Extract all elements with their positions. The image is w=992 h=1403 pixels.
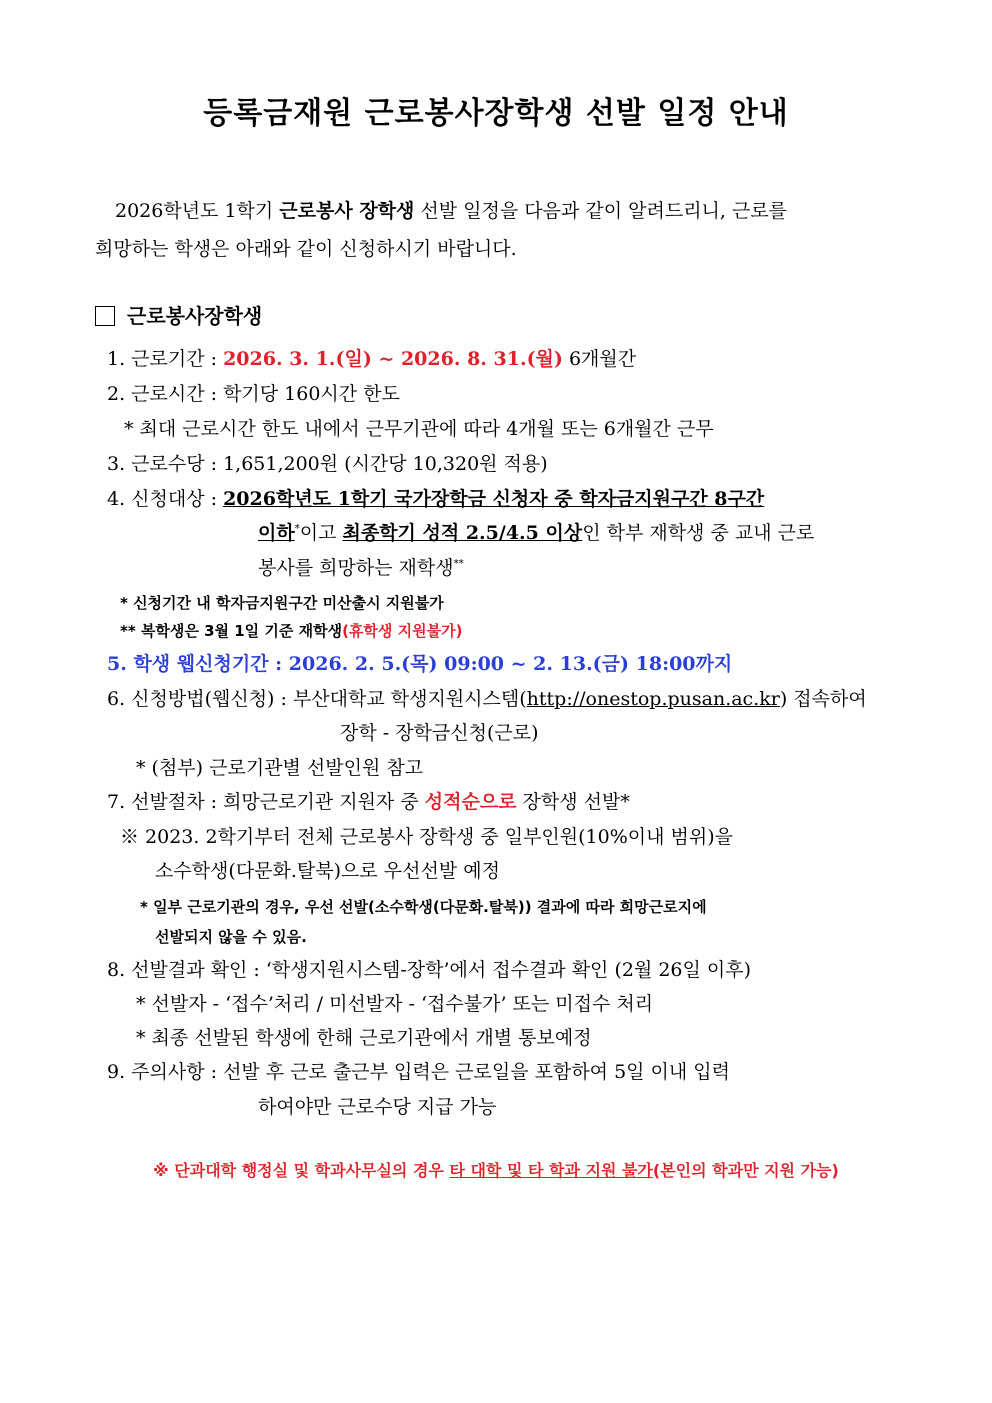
footer-notice: ※ 단과대학 행정실 및 학과사무실의 경우 타 대학 및 타 학과 지원 불가(본인의 학과만 지원 가능) [153,1161,839,1180]
intro-line-2: 희망하는 학생은 아래와 같이 신청하시기 바랍니다. [95,238,517,260]
section-heading: 근로봉사장학생 [95,300,262,329]
item-4-line-3: 봉사를 희망하는 재학생** [258,557,464,579]
item-4-note-2: ** 복학생은 3월 1일 기준 재학생(휴학생 지원불가) [120,622,463,640]
checkbox-square-icon [95,306,115,326]
page-title: 등록금재원 근로봉사장학생 선발 일정 안내 [203,96,789,131]
item-1-work-period: 1. 근로기간 : 2026. 3. 1.(일) ~ 2026. 8. 31.(월) 6개월간 [107,348,637,370]
item-8-result-check: 8. 선발결과 확인 : ‘학생지원시스템-장학’에서 접수결과 확인 (2월 26일 이후) [107,959,752,981]
item-9-caution: 9. 주의사항 : 선발 후 근로 출근부 입력은 근로일을 포함하여 5일 이내 입력 [107,1061,731,1083]
item-7-note-2: 소수학생(다문화.탈북)으로 우선선발 예정 [155,860,500,882]
item-8-note-1: * 선발자 - ‘접수’처리 / 미선발자 - ‘접수불가’ 또는 미접수 처리 [136,993,654,1015]
item-8-note-2: * 최종 선발된 학생에 한해 근로기관에서 개별 통보예정 [136,1027,592,1049]
item-3-allowance: 3. 근로수당 : 1,651,200원 (시간당 10,320원 적용) [107,453,548,475]
item-9-line-2: 하여야만 근로수당 지급 가능 [258,1096,497,1118]
item-7-procedure: 7. 선발절차 : 희망근로기관 지원자 중 성적순으로 장학생 선발* [107,791,630,813]
item-4-line-2: 이하*이고 최종학기 성적 2.5/4.5 이상인 학부 재학생 중 교내 근로 [258,522,815,544]
item-6-line-2: 장학 - 장학금신청(근로) [340,722,539,744]
intro-line-1: 2026학년도 1학기 근로봉사 장학생 선발 일정을 다음과 같이 알려드리니, 근로를 [115,200,788,222]
item-2-work-hours: 2. 근로시간 : 학기당 160시간 한도 [107,383,400,405]
onestop-link[interactable]: http://onestop.pusan.ac.kr [526,688,780,710]
intro-paragraph [95,192,900,268]
item-6-note: * (첨부) 근로기관별 선발인원 참고 [136,757,424,779]
item-5-application-period: 5. 학생 웹신청기간 : 2026. 2. 5.(목) 09:00 ~ 2. 13.(금) 18:00까지 [107,653,733,675]
item-2-note: * 최대 근로시간 한도 내에서 근무기관에 따라 4개월 또는 6개월간 근무 [124,418,714,440]
item-7-note-4: 선발되지 않을 수 있음. [155,928,307,946]
item-7-note-3: * 일부 근로기관의 경우, 우선 선발(소수학생(다문화.탈북)) 결과에 따라 희망근로지에 [140,898,707,916]
item-4-note-1: * 신청기간 내 학자금지원구간 미산출시 지원불가 [120,594,444,612]
item-7-note-1: ※ 2023. 2학기부터 전체 근로봉사 장학생 중 일부인원(10%이내 범위)을 [120,826,733,848]
item-4-eligibility: 4. 신청대상 : 2026학년도 1학기 국가장학금 신청자 중 학자금지원구간 8구간 [107,488,765,510]
item-6-method: 6. 신청방법(웹신청) : 부산대학교 학생지원시스템(http://onestop.pusan.ac.kr) 접속하여 [107,688,867,710]
